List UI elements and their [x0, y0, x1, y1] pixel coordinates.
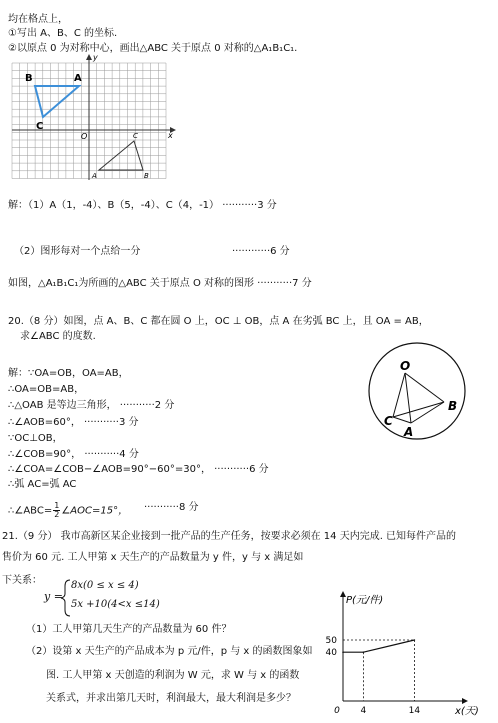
- q20-step-4: ∴∠AOB=60°， ···········3 分: [8, 417, 139, 428]
- q21-line-2: 售价为 60 元. 工人甲第 x 天生产的产品数量为 y 件，y 与 x 满足如: [2, 552, 304, 563]
- q20-step-6: ∴∠COB=90°， ···········4 分: [8, 449, 139, 460]
- chart-y-label: P(元/件): [346, 595, 384, 606]
- q21-sub-2a: （2）设第 x 天生产的产品成本为 p 元/件，p 与 x 的函数图象如: [26, 646, 313, 657]
- q20-question-line-2: 求∠ABC 的度数.: [20, 331, 96, 342]
- chart-x-label: x(天): [455, 706, 479, 717]
- label-C: C: [133, 132, 138, 140]
- point-label-b: B: [448, 399, 458, 413]
- label-A1: A: [74, 73, 82, 84]
- q21-sub-2b: 图. 工人甲第 x 天创造的利润为 W 元，求 W 与 x 的函数: [46, 670, 300, 681]
- q20-question-line-1: 20.（8 分）如图，点 A、B、C 都在圆 O 上，OC ⊥ OB，点 A 在劣弧 BC 上，且 OA = AB，: [8, 316, 429, 327]
- q20-step-5: ∵OC⊥OB，: [8, 433, 63, 444]
- q20-fraction-den: 2: [54, 510, 60, 519]
- piecewise-case-2: 5x +10(4<x ≤14): [71, 599, 160, 610]
- point-label-a: A: [404, 425, 414, 439]
- intro-line-1: 均在格点上，: [8, 14, 68, 25]
- q21-line-1: 21.（9 分） 我市高新区某企业接到一批产品的生产任务，按要求必须在 14 天内完成. 已知每件产品的: [2, 531, 457, 542]
- q19-answer-part2-score: ············6 分: [232, 246, 290, 257]
- q20-final-suffix: ∠AOC=15°，: [61, 505, 129, 517]
- chart-series-line: [343, 640, 414, 652]
- q20-step-8: ∴弧 AC=弧 AC: [8, 479, 77, 490]
- chart-point: [414, 639, 416, 641]
- piecewise-lhs: y =: [44, 590, 63, 603]
- intro-line-3: ②以原点 0 为对称中心，画出△ABC 关于原点 0 对称的△A₁B₁C₁.: [8, 43, 298, 54]
- x-axis-label: x: [168, 131, 173, 140]
- chart-point: [363, 651, 365, 653]
- q21-sub-2c: 关系式，并求出第几天时，利润最大，最大利润是多少？: [46, 693, 296, 704]
- q20-final-prefix: ∴∠ABC=: [8, 505, 53, 517]
- chart-x-tick-label: 0: [334, 706, 340, 716]
- q20-final-score: ···········8 分: [144, 502, 199, 513]
- q19-answer-part2: （2）图形每对一个点给一分: [14, 246, 141, 257]
- q21-line-3: 下关系：: [2, 575, 42, 586]
- chart-y-tick-label: 50: [325, 636, 337, 646]
- point-label-o: O: [400, 359, 411, 373]
- q20-step-1: 解：∵OA=OB，OA=AB，: [8, 368, 129, 379]
- q19-answer-part1: 解：（1）A（1，-4）、B（5，-4）、C（4，-1） ···········3 分: [8, 200, 277, 211]
- y-axis-label: y: [93, 53, 98, 62]
- chart-y-tick-label: 40: [325, 648, 337, 659]
- q20-step-2: ∴OA=OB=AB，: [8, 384, 85, 395]
- label-B1: B: [25, 73, 33, 84]
- label-B: B: [144, 172, 149, 180]
- q20-fraction-num: 1: [54, 501, 60, 510]
- q19-answer-part3: 如图，△A₁B₁C₁为所画的△ABC 关于原点 O 对称的图形 ···········7 分: [8, 278, 312, 289]
- point-label-c: C: [384, 414, 393, 428]
- origin-label: O: [81, 132, 88, 141]
- label-C1: C: [36, 121, 44, 132]
- chart-x-tick-label: 14: [408, 706, 421, 716]
- q21-sub-1: （1）工人甲第几天生产的产品数量为 60 件？: [26, 624, 232, 635]
- intro-line-2: ①写出 A、B、C 的坐标.: [8, 28, 118, 39]
- chart-x-tick-label: 4: [360, 706, 367, 716]
- q20-step-7: ∴∠COA=∠COB−∠AOB=90°−60°=30°， ···········6 分: [8, 464, 269, 475]
- label-A: A: [92, 172, 97, 180]
- piecewise-case-1: 8x(0 ≤ x ≤ 4): [71, 580, 139, 591]
- chart-point: [342, 651, 344, 653]
- q20-step-3: ∴△OAB 是等边三角形， ···········2 分: [8, 400, 175, 411]
- chart-x-arrow: [462, 698, 468, 704]
